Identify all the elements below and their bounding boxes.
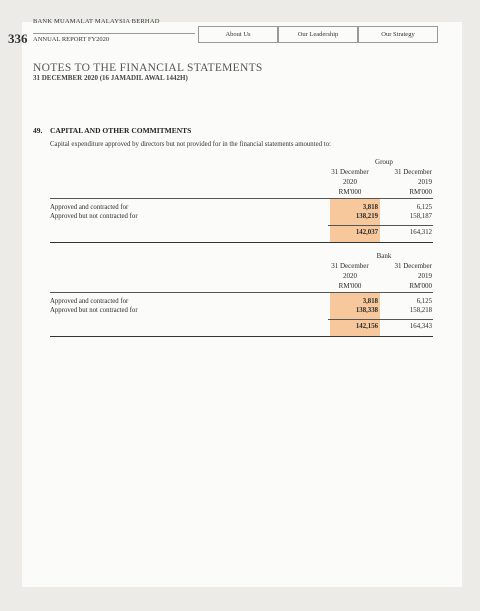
col-header-date: 31 December	[394, 262, 432, 270]
col-header-year: 2019	[418, 272, 432, 280]
total-2020: 142,037	[355, 229, 378, 236]
col-header-2020	[320, 261, 380, 291]
cell-2019: 6,125	[416, 298, 432, 305]
col-header-date: 31 December	[331, 168, 369, 176]
section-number: 49.	[33, 126, 43, 135]
section-title: CAPITAL AND OTHER COMMITMENTS	[50, 126, 192, 135]
col-header-year: 2019	[418, 178, 432, 186]
col-header-unit: RM'000	[409, 282, 432, 290]
table-bottom-rule	[50, 242, 433, 243]
cell-2019: 158,187	[409, 213, 432, 220]
col-header-unit: RM'000	[338, 282, 362, 290]
notes-subtitle: 31 DECEMBER 2020 (16 JAMADIL AWAL 1442H)	[33, 74, 188, 82]
col-header-2019	[376, 261, 432, 291]
cell-2019: 6,125	[416, 204, 432, 211]
col-header-unit: RM'000	[409, 188, 432, 196]
cell-2020: 3,818	[362, 204, 378, 211]
row-label: Approved and contracted for	[50, 298, 129, 305]
table-top-rule	[50, 292, 433, 293]
section-intro: Capital expenditure approved by directors but not provided for in the financial statements amounted to:	[50, 141, 331, 148]
header-divider	[33, 33, 195, 34]
total-2019: 164,312	[409, 229, 432, 236]
col-header-2019	[376, 167, 432, 197]
page-number: 336	[8, 31, 28, 46]
cell-2020: 138,219	[355, 213, 378, 220]
subtotal-rule	[328, 319, 433, 320]
col-header-date: 31 December	[331, 262, 369, 270]
col-header-year: 2020	[343, 272, 357, 280]
nav-tab-our-strategy[interactable]: Our Strategy	[358, 26, 438, 43]
bank-name: BANK MUAMALAT MALAYSIA BERHAD	[33, 18, 160, 25]
row-label: Approved and contracted for	[50, 204, 129, 211]
table-bottom-rule	[50, 336, 433, 337]
notes-title: NOTES TO THE FINANCIAL STATEMENTS	[33, 62, 263, 74]
row-label: Approved but not contracted for	[50, 307, 138, 314]
table-top-rule	[50, 198, 433, 199]
col-header-year: 2020	[343, 178, 357, 186]
report-title: ANNUAL REPORT FY2020	[33, 36, 110, 43]
row-label: Approved but not contracted for	[50, 213, 138, 220]
table-group-label: Bank	[376, 252, 392, 260]
col-header-unit: RM'000	[338, 188, 362, 196]
table-group-label: Group	[375, 158, 393, 166]
nav-tab-our-leadership[interactable]: Our Leadership	[278, 26, 358, 43]
total-2020: 142,156	[355, 323, 378, 330]
total-2019: 164,343	[409, 323, 432, 330]
cell-2019: 158,218	[409, 307, 432, 314]
cell-2020: 138,338	[355, 307, 378, 314]
col-header-date: 31 December	[394, 168, 432, 176]
nav-tab-about-us[interactable]: About Us	[198, 26, 278, 43]
subtotal-rule	[328, 225, 433, 226]
cell-2020: 3,818	[362, 298, 378, 305]
col-header-2020	[320, 167, 380, 197]
